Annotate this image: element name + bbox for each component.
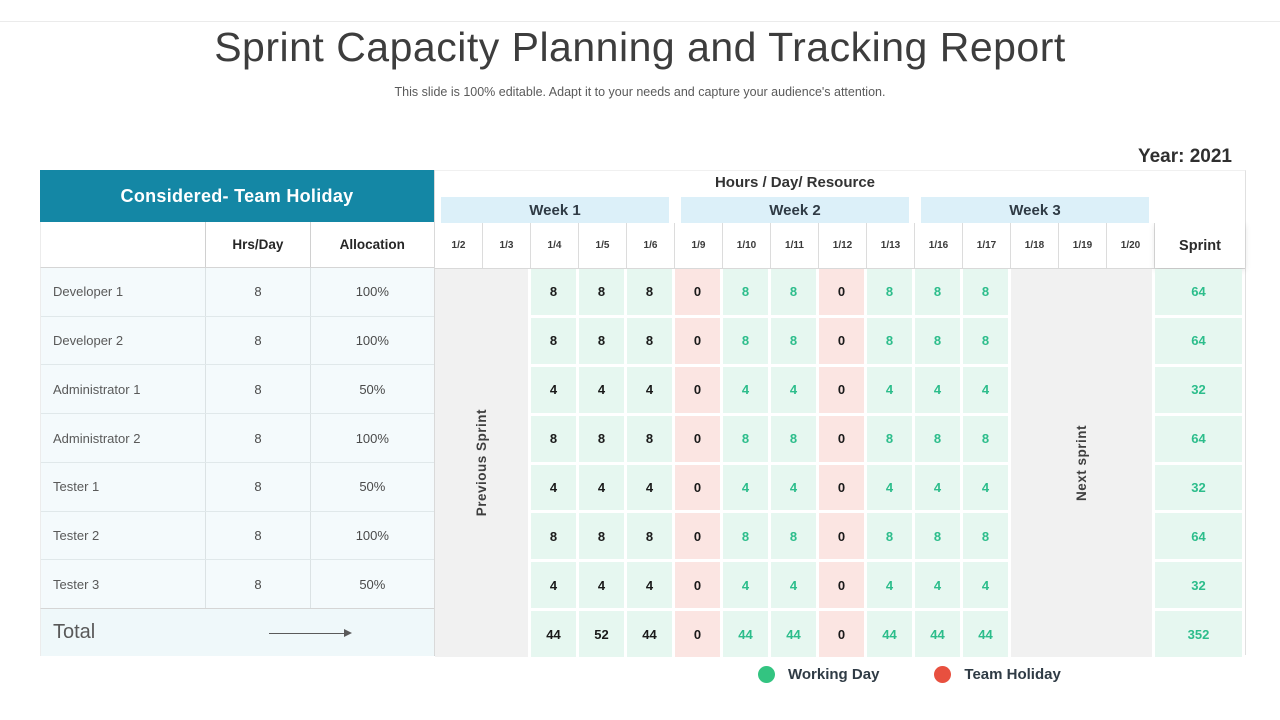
capacity-cell: 0	[819, 562, 864, 608]
capacity-cell: 44	[771, 611, 816, 657]
capacity-cell: 8	[531, 269, 576, 315]
table-row	[41, 365, 434, 414]
date-header: 1/9	[675, 223, 723, 268]
row-allocation: 100%	[310, 268, 434, 316]
capacity-cell: 4	[963, 562, 1008, 608]
resource-rows	[40, 268, 434, 608]
legend	[758, 666, 1061, 683]
sprint-value-cell: 64	[1155, 269, 1242, 315]
hours-panel	[435, 170, 1246, 655]
capacity-cell: 44	[867, 611, 912, 657]
legend-label: Team Holiday	[964, 666, 1061, 683]
week-3-header: Week 3	[921, 197, 1149, 223]
capacity-cell: 44	[531, 611, 576, 657]
capacity-cell: 8	[915, 318, 960, 364]
date-header: 1/5	[579, 223, 627, 268]
capacity-cell: 0	[819, 416, 864, 462]
capacity-cell: 0	[675, 416, 720, 462]
capacity-cell: 8	[771, 416, 816, 462]
capacity-cell: 4	[867, 367, 912, 413]
capacity-cell: 0	[819, 269, 864, 315]
capacity-cell: 8	[915, 513, 960, 559]
capacity-cell: 4	[531, 367, 576, 413]
capacity-grid	[435, 269, 1245, 657]
allocation-column-header: Allocation	[310, 222, 434, 267]
date-header: 1/17	[963, 223, 1011, 268]
capacity-cell: 8	[627, 269, 672, 315]
capacity-cell: 8	[771, 269, 816, 315]
row-hrs-day: 8	[205, 560, 309, 608]
working-day-dot-icon	[758, 666, 775, 683]
sprint-value-cell: 32	[1155, 367, 1242, 413]
week-1-header: Week 1	[441, 197, 669, 223]
hours-day-resource-band	[435, 171, 1245, 197]
date-header: 1/12	[819, 223, 867, 268]
row-name: Tester 3	[53, 576, 100, 592]
row-allocation: 100%	[310, 317, 434, 365]
row-allocation: 50%	[310, 560, 434, 608]
capacity-cell: 4	[579, 562, 624, 608]
capacity-cell: 4	[771, 562, 816, 608]
row-allocation: 100%	[310, 512, 434, 560]
row-name: Tester 2	[53, 527, 100, 543]
table-row	[41, 414, 434, 463]
capacity-cell: 4	[867, 465, 912, 511]
capacity-cell: 4	[723, 367, 768, 413]
hrs-day-column-header: Hrs/Day	[205, 222, 309, 267]
sprint-value-cell: 64	[1155, 513, 1242, 559]
date-header: 1/6	[627, 223, 675, 268]
sprint-value-cell: 352	[1155, 611, 1242, 657]
capacity-cell: 8	[867, 416, 912, 462]
capacity-cell: 4	[723, 562, 768, 608]
capacity-cell: 8	[723, 513, 768, 559]
row-hrs-day: 8	[205, 463, 309, 511]
capacity-cell: 8	[867, 318, 912, 364]
capacity-cell: 4	[963, 367, 1008, 413]
capacity-cell: 4	[915, 465, 960, 511]
date-header: 1/13	[867, 223, 915, 268]
legend-label: Working Day	[788, 666, 880, 683]
resource-column-header	[41, 222, 205, 267]
capacity-cell: 0	[819, 513, 864, 559]
year-label: Year: 2021	[1137, 146, 1232, 167]
next-sprint-block	[1011, 269, 1152, 657]
date-header: 1/16	[915, 223, 963, 268]
total-label: Total	[53, 621, 96, 643]
capacity-cell: 0	[819, 367, 864, 413]
capacity-cell: 8	[963, 416, 1008, 462]
capacity-cell: 8	[771, 513, 816, 559]
sprint-value-cell: 32	[1155, 465, 1242, 511]
row-hrs-day: 8	[205, 414, 309, 462]
row-allocation: 50%	[310, 365, 434, 413]
top-divider	[0, 21, 1280, 22]
capacity-cell: 44	[963, 611, 1008, 657]
capacity-cell: 8	[579, 269, 624, 315]
capacity-cell: 8	[531, 416, 576, 462]
table-row	[41, 317, 434, 366]
capacity-cell: 4	[579, 367, 624, 413]
row-hrs-day: 8	[205, 317, 309, 365]
table-row	[41, 560, 434, 608]
capacity-cell: 4	[723, 465, 768, 511]
capacity-cell: 4	[771, 465, 816, 511]
previous-sprint-block	[435, 269, 528, 657]
capacity-cell: 4	[915, 562, 960, 608]
capacity-cell: 4	[627, 367, 672, 413]
capacity-cell: 0	[675, 318, 720, 364]
capacity-cell: 44	[915, 611, 960, 657]
date-header: 1/19	[1059, 223, 1107, 268]
capacity-table	[40, 170, 1245, 656]
capacity-cell: 8	[867, 269, 912, 315]
date-header: 1/10	[723, 223, 771, 268]
capacity-cell: 8	[963, 513, 1008, 559]
capacity-cell: 4	[627, 465, 672, 511]
row-hrs-day: 8	[205, 512, 309, 560]
row-name: Developer 1	[53, 284, 124, 300]
sprint-value-cell: 64	[1155, 416, 1242, 462]
row-name: Tester 1	[53, 479, 100, 495]
capacity-cell: 8	[723, 269, 768, 315]
date-headers	[435, 223, 1155, 268]
capacity-cell: 4	[531, 465, 576, 511]
capacity-cell: 8	[723, 318, 768, 364]
table-row	[41, 268, 434, 317]
capacity-cell: 8	[627, 318, 672, 364]
capacity-cell: 0	[819, 465, 864, 511]
date-header: 1/3	[483, 223, 531, 268]
left-column-headers	[40, 222, 434, 268]
capacity-cell: 8	[963, 269, 1008, 315]
capacity-cell: 0	[675, 465, 720, 511]
row-hrs-day: 8	[205, 365, 309, 413]
capacity-cell: 8	[579, 318, 624, 364]
capacity-cell: 0	[675, 611, 720, 657]
date-header: 1/2	[435, 223, 483, 268]
capacity-cell: 0	[675, 562, 720, 608]
capacity-cell: 4	[963, 465, 1008, 511]
date-header: 1/4	[531, 223, 579, 268]
next-sprint-label: Next sprint	[1074, 424, 1089, 501]
row-name: Administrator 2	[53, 430, 141, 446]
capacity-cell: 8	[531, 318, 576, 364]
row-hrs-day: 8	[205, 268, 309, 316]
table-row	[41, 463, 434, 512]
capacity-cell: 4	[867, 562, 912, 608]
capacity-cell: 8	[627, 513, 672, 559]
capacity-cell: 0	[675, 513, 720, 559]
capacity-cell: 0	[675, 367, 720, 413]
sprint-value-cell: 64	[1155, 318, 1242, 364]
date-header-row	[435, 223, 1245, 269]
capacity-cell: 4	[915, 367, 960, 413]
considered-team-holiday-header: Considered- Team Holiday	[40, 170, 434, 222]
team-holiday-dot-icon	[934, 666, 951, 683]
capacity-cell: 8	[723, 416, 768, 462]
arrow-right-icon	[269, 633, 345, 635]
date-header: 1/20	[1107, 223, 1155, 268]
row-name: Developer 2	[53, 333, 124, 349]
capacity-cell: 8	[627, 416, 672, 462]
sprint-value-cell: 32	[1155, 562, 1242, 608]
previous-sprint-label: Previous Sprint	[474, 409, 489, 517]
capacity-cell: 0	[819, 318, 864, 364]
week-band	[435, 197, 1245, 223]
capacity-cell: 8	[867, 513, 912, 559]
row-allocation: 100%	[310, 414, 434, 462]
capacity-cell: 8	[531, 513, 576, 559]
capacity-cell: 4	[531, 562, 576, 608]
date-header: 1/11	[771, 223, 819, 268]
capacity-cell: 8	[915, 269, 960, 315]
capacity-cell: 8	[771, 318, 816, 364]
row-allocation: 50%	[310, 463, 434, 511]
week-2-header: Week 2	[681, 197, 909, 223]
capacity-cell: 4	[579, 465, 624, 511]
capacity-cell: 8	[915, 416, 960, 462]
capacity-cell: 52	[579, 611, 624, 657]
page-title: Sprint Capacity Planning and Tracking Report	[214, 24, 1066, 70]
row-name: Administrator 1	[53, 381, 141, 397]
capacity-cell: 44	[627, 611, 672, 657]
capacity-cell: 44	[723, 611, 768, 657]
legend-item	[758, 666, 879, 683]
total-row	[40, 608, 434, 656]
capacity-cell: 0	[675, 269, 720, 315]
table-row	[41, 512, 434, 561]
hours-day-resource-header: Hours / Day/ Resource	[714, 174, 876, 191]
capacity-cell: 4	[771, 367, 816, 413]
date-header: 1/18	[1011, 223, 1059, 268]
resource-panel	[40, 170, 435, 655]
sprint-column-header: Sprint	[1155, 223, 1245, 268]
capacity-cell: 0	[819, 611, 864, 657]
capacity-cell: 8	[579, 416, 624, 462]
capacity-cell: 8	[579, 513, 624, 559]
page-subtitle: This slide is 100% editable. Adapt it to your needs and capture your audience's attention.	[394, 85, 886, 99]
capacity-cell: 4	[627, 562, 672, 608]
capacity-cell: 8	[963, 318, 1008, 364]
legend-item	[934, 666, 1060, 683]
